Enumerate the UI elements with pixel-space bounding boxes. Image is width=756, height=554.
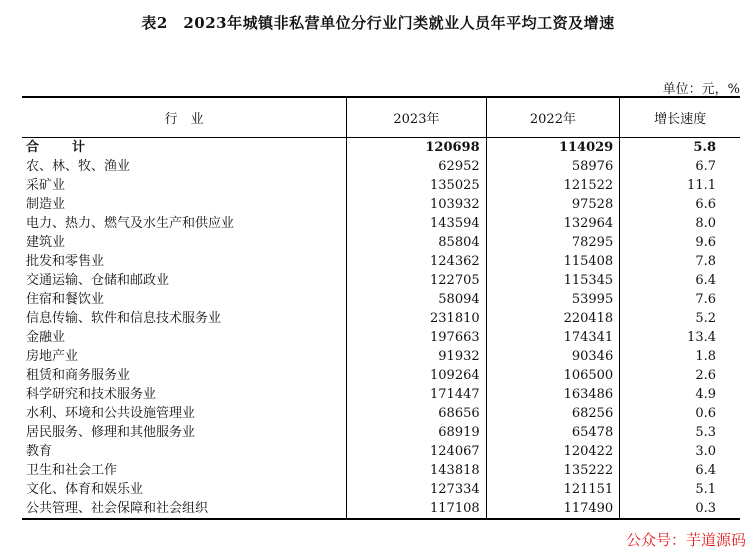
industry-cell: 住宿和餐饮业 xyxy=(22,290,347,309)
industry-cell: 文化、体育和娱乐业 xyxy=(22,480,347,499)
wage-2023-cell: 117108 xyxy=(347,499,486,519)
table-row xyxy=(22,499,740,519)
wage-2023-cell: 124067 xyxy=(347,442,486,461)
wage-2022-cell: 121151 xyxy=(486,480,620,499)
wage-2022-cell: 115408 xyxy=(486,252,620,271)
industry-cell: 租赁和商务服务业 xyxy=(22,366,347,385)
wage-2023-cell: 68919 xyxy=(347,423,486,442)
wage-2023-cell: 171447 xyxy=(347,385,486,404)
growth-cell: 5.8 xyxy=(693,140,716,155)
table-row xyxy=(22,480,740,499)
total-row xyxy=(22,138,740,158)
wage-2023-cell: 135025 xyxy=(347,176,486,195)
header-2023: 2023年 xyxy=(347,97,486,138)
table-row xyxy=(22,423,740,442)
table-row xyxy=(22,347,740,366)
wage-2023-cell: 143818 xyxy=(347,461,486,480)
unit-label: 单位：元，% xyxy=(662,82,740,97)
table-row xyxy=(22,461,740,480)
wage-2022-cell: 132964 xyxy=(486,214,620,233)
wage-2022-cell: 58976 xyxy=(486,157,620,176)
industry-cell: 批发和零售业 xyxy=(22,252,347,271)
wage-2023-cell: 120698 xyxy=(347,138,486,158)
growth-cell: 6.7 xyxy=(695,159,716,174)
growth-cell: 8.0 xyxy=(695,216,716,231)
growth-cell: 6.6 xyxy=(695,197,716,212)
table-row xyxy=(22,442,740,461)
wage-2023-cell: 122705 xyxy=(347,271,486,290)
wage-2022-cell: 115345 xyxy=(486,271,620,290)
wage-2023-cell: 127334 xyxy=(347,480,486,499)
growth-cell: 5.2 xyxy=(695,311,716,326)
table-header-row xyxy=(22,97,740,138)
wage-2023-cell: 68656 xyxy=(347,404,486,423)
industry-cell: 合 计 xyxy=(22,138,347,158)
growth-cell: 0.3 xyxy=(620,499,740,519)
industry-cell: 公共管理、社会保障和社会组织 xyxy=(22,499,347,519)
growth-cell: 13.4 xyxy=(687,330,716,345)
industry-cell: 水利、环境和公共设施管理业 xyxy=(22,404,347,423)
wage-2022-cell: 174341 xyxy=(486,328,620,347)
wage-2023-cell: 58094 xyxy=(347,290,486,309)
industry-cell: 卫生和社会工作 xyxy=(22,461,347,480)
wage-2023-cell: 103932 xyxy=(347,195,486,214)
wage-2022-cell: 53995 xyxy=(486,290,620,309)
growth-cell: 1.8 xyxy=(695,349,716,364)
table-row xyxy=(22,366,740,385)
industry-cell: 居民服务、修理和其他服务业 xyxy=(22,423,347,442)
growth-cell: 6.4 xyxy=(695,463,716,478)
table-row xyxy=(22,176,740,195)
growth-cell: 7.8 xyxy=(695,254,716,269)
wage-2022-cell: 220418 xyxy=(486,309,620,328)
wage-2023-cell: 143594 xyxy=(347,214,486,233)
industry-cell: 交通运输、仓储和邮政业 xyxy=(22,271,347,290)
wage-2022-cell: 117490 xyxy=(486,499,620,519)
growth-cell: 4.9 xyxy=(695,387,716,402)
table-row xyxy=(22,195,740,214)
wage-2023-cell: 109264 xyxy=(347,366,486,385)
wage-2022-cell: 78295 xyxy=(486,233,620,252)
industry-cell: 制造业 xyxy=(22,195,347,214)
wage-2023-cell: 231810 xyxy=(347,309,486,328)
growth-cell: 3.0 xyxy=(695,444,716,459)
wage-2023-cell: 91932 xyxy=(347,347,486,366)
growth-cell: 5.3 xyxy=(695,425,716,440)
growth-cell: 5.1 xyxy=(695,482,716,497)
wage-2023-cell: 85804 xyxy=(347,233,486,252)
growth-cell: 2.6 xyxy=(695,368,716,383)
industry-cell: 科学研究和技术服务业 xyxy=(22,385,347,404)
table-row xyxy=(22,252,740,271)
industry-cell: 教育 xyxy=(22,442,347,461)
watermark: 公众号：芋道源码 xyxy=(625,531,746,549)
wage-2022-cell: 114029 xyxy=(486,138,620,158)
wage-2023-cell: 124362 xyxy=(347,252,486,271)
industry-cell: 信息传输、软件和信息技术服务业 xyxy=(22,309,347,328)
wage-2022-cell: 90346 xyxy=(486,347,620,366)
table-row xyxy=(22,271,740,290)
industry-cell: 农、林、牧、渔业 xyxy=(22,157,347,176)
wage-2022-cell: 68256 xyxy=(486,404,620,423)
industry-cell: 金融业 xyxy=(22,328,347,347)
header-industry: 行 业 xyxy=(22,97,347,138)
wage-2022-cell: 65478 xyxy=(486,423,620,442)
header-growth: 增长速度 xyxy=(620,97,740,138)
growth-cell: 11.1 xyxy=(687,178,716,193)
growth-cell: 9.6 xyxy=(695,235,716,250)
wage-2023-cell: 197663 xyxy=(347,328,486,347)
wage-2022-cell: 121522 xyxy=(486,176,620,195)
wage-2022-cell: 97528 xyxy=(486,195,620,214)
industry-cell: 建筑业 xyxy=(22,233,347,252)
growth-cell: 0.6 xyxy=(695,406,716,421)
table-row xyxy=(22,328,740,347)
table-title: 表2 2023年城镇非私营单位分行业门类就业人员年平均工资及增速 xyxy=(141,14,615,32)
industry-cell: 房地产业 xyxy=(22,347,347,366)
table-row xyxy=(22,309,740,328)
table-row xyxy=(22,214,740,233)
table-row xyxy=(22,290,740,309)
wage-2022-cell: 135222 xyxy=(486,461,620,480)
table-row xyxy=(22,385,740,404)
industry-cell: 采矿业 xyxy=(22,176,347,195)
table-row xyxy=(22,157,740,176)
header-2022: 2022年 xyxy=(486,97,620,138)
wage-table xyxy=(22,96,740,520)
wage-2022-cell: 163486 xyxy=(486,385,620,404)
wage-2022-cell: 120422 xyxy=(486,442,620,461)
wage-2022-cell: 106500 xyxy=(486,366,620,385)
wage-2023-cell: 62952 xyxy=(347,157,486,176)
growth-cell: 6.4 xyxy=(695,273,716,288)
table-row xyxy=(22,404,740,423)
growth-cell: 7.6 xyxy=(695,292,716,307)
table-row xyxy=(22,233,740,252)
industry-cell: 电力、热力、燃气及水生产和供应业 xyxy=(22,214,347,233)
